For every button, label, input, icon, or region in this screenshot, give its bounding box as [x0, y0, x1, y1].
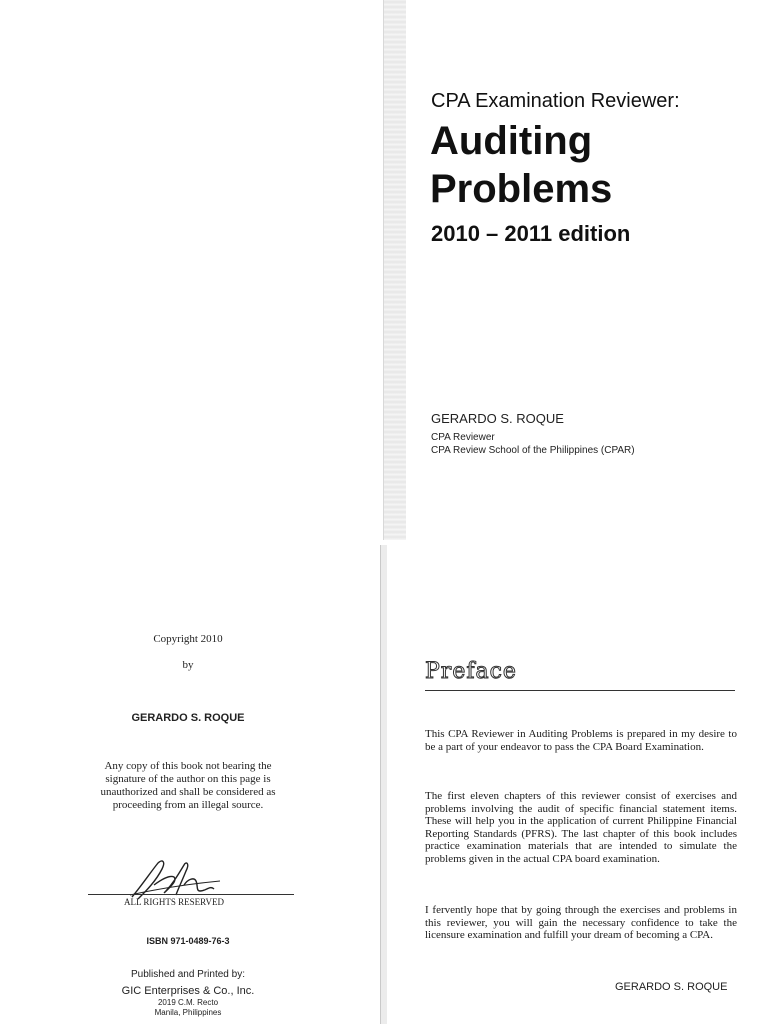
book-spine-top: [383, 0, 406, 540]
book-subtitle: CPA Examination Reviewer:: [431, 90, 680, 112]
copyright-by: by: [182, 659, 194, 671]
publisher-address-line: Manila, Philippines: [154, 1008, 222, 1017]
book-title-line1: Auditing: [430, 119, 593, 163]
author-role: CPA Reviewer: [431, 432, 495, 443]
signature-line: [88, 894, 294, 895]
cover-author-roles: [431, 431, 635, 457]
rights-reserved: ALL RIGHTS RESERVED: [124, 897, 224, 907]
cover-author-name: GERARDO S. ROQUE: [431, 411, 564, 426]
isbn: ISBN 971-0489-76-3: [146, 936, 230, 946]
preface-paragraph: The first eleven chapters of this reviewer consist of exercises and problems involving the audit of specific financial statement items. These will help you in the application of current Philippine Financial Reporting Standards (PFRS). The last chapter of this book includes practice examination materials that are intended to simulate the problems given in the actual CPA board examination.: [425, 790, 737, 865]
preface-paragraph: This CPA Reviewer in Auditing Problems is prepared in my desire to be a part of your endeavor to pass the CPA Board Examination.: [425, 728, 737, 753]
book-title-line2: Problems: [430, 167, 613, 211]
copyright-line: Copyright 2010: [153, 633, 223, 645]
authenticity-notice: Any copy of this book not bearing the signature of the author on this page is unauthorized and shall be considered as proceeding from an illegal source.: [100, 760, 276, 811]
preface-divider: [425, 690, 735, 691]
copyright-author: GERARDO S. ROQUE: [131, 712, 245, 724]
author-signature: [128, 855, 223, 903]
book-spine-bottom: [380, 545, 387, 1024]
publisher-label: Published and Printed by:: [131, 969, 245, 980]
publisher-address: [88, 998, 288, 1018]
publisher-address-line: 2019 C.M. Recto: [157, 998, 219, 1007]
publisher-name: GIC Enterprises & Co., Inc.: [121, 985, 255, 997]
book-edition: 2010 – 2011 edition: [431, 221, 631, 246]
author-role: CPA Review School of the Philippines (CPAR): [431, 445, 635, 456]
book-title: [430, 117, 612, 213]
preface-heading: Preface: [425, 659, 517, 684]
preface-paragraph: I fervently hope that by going through the exercises and problems in this reviewer, you will gain the necessary confidence to take the licensure examination and fulfill your dream of becoming a CPA.: [425, 904, 737, 942]
preface-signoff: GERARDO S. ROQUE: [615, 981, 728, 993]
